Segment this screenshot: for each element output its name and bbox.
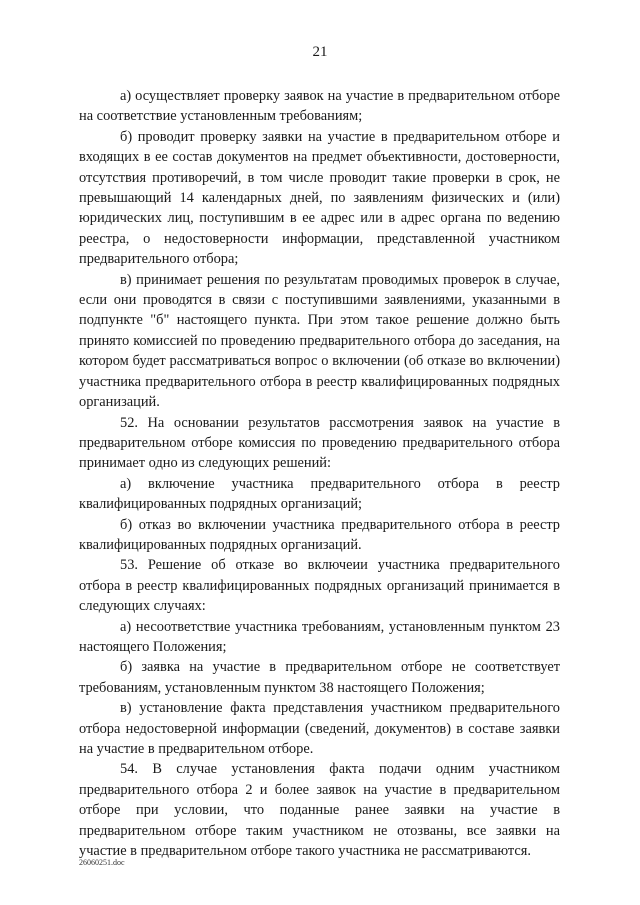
paragraph-53b: б) заявка на участие в предварительном отборе не соответствует требованиям, установленным пунктом 38 настоящего Положения; bbox=[79, 659, 560, 696]
paragraph-53v: в) установление факта представления участником предварительного отбора недостоверной информации (сведений, документов) в составе заявки на участие в предварительном отборе. bbox=[79, 700, 560, 757]
paragraph-54: 54. В случае установления факта подачи одним участником предварительного отбора 2 и более заявок на участие в предварительном отборе при условии, что поданные ранее заявки на участие в предварительном отборе таким участником не отозваны, все заявки на участие в предварительном отборе такого участника не рассматриваются. bbox=[79, 761, 560, 860]
paragraph-52: 52. На основании результатов рассмотрения заявок на участие в предварительном отборе комиссия по проведению предварительного отбора принимает одно из следующих решений: bbox=[79, 414, 560, 472]
paragraph-52b: б) отказ во включении участника предварительного отбора в реестр квалифицированных подрядных организаций. bbox=[79, 516, 560, 553]
paragraph-51b: б) проводит проверку заявки на участие в предварительном отборе и входящих в ее состав документов на предмет объективности, достоверности, отсутствия противоречий, в том числе проводит такие проверки в срок, не превышающий 14 календарных дней, по заявлениям физических и (или) юридических лиц, поступившим в ее адрес или в адрес органа по ведению реестра, о недостоверности информации, представленной участником предварительного отбора; bbox=[79, 128, 560, 268]
paragraph-53a: а) несоответствие участника требованиям, установленным пунктом 23 настоящего Положения; bbox=[79, 618, 560, 655]
paragraph-53: 53. Решение об отказе во включеии участника предварительного отбора в реестр квалифицированных подрядных организаций принимается в следующих случаях: bbox=[79, 557, 560, 615]
document-body bbox=[79, 86, 560, 861]
paragraph-52a: а) включение участника предварительного отбора в реестр квалифицированных подрядных организаций; bbox=[79, 475, 560, 513]
paragraph-51a: а) осуществляет проверку заявок на участие в предварительном отборе на соответствие установленным требованиям; bbox=[79, 88, 560, 125]
paragraph-51v: в) принимает решения по результатам проводимых проверок в случае, если они проводятся в связи с поступившими заявлениями, указанными в подпункте "б" настоящего пункта. При этом такое решение должно быть принято комиссией по проведению предварительного отбора до заседания, на котором будет рассматриваться вопрос о включении (об отказе во включении) участника предварительного отбора в реестр квалифицированных подрядных организаций. bbox=[79, 271, 560, 411]
page-number: 21 bbox=[312, 44, 328, 60]
document-filename: 26060251.doc bbox=[79, 858, 125, 867]
